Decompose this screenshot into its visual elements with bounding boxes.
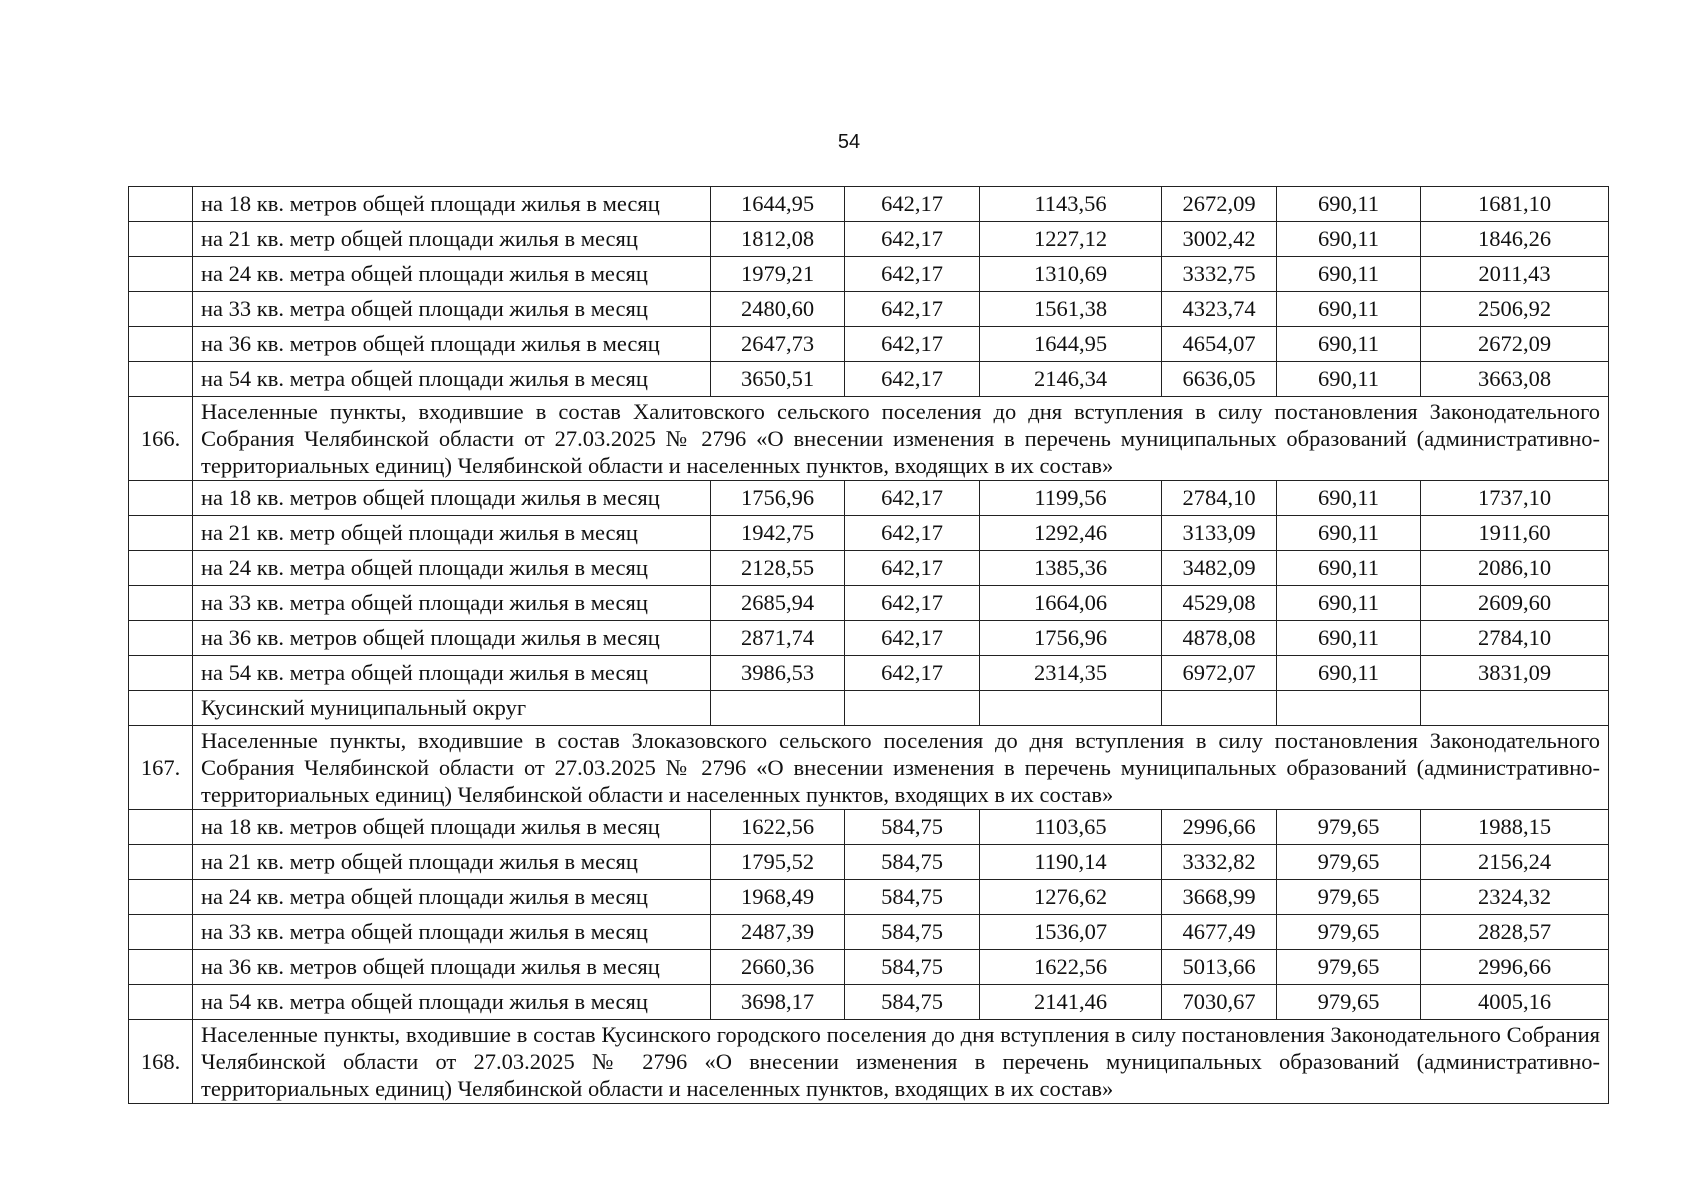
value-cell: 3986,53 [711, 656, 845, 691]
value-cell: 3650,51 [711, 362, 845, 397]
value-cell: 642,17 [845, 621, 980, 656]
value-cell: 1143,56 [980, 187, 1162, 222]
tariff-table [128, 186, 1609, 1104]
value-cell: 3332,82 [1162, 845, 1277, 880]
value-cell: 2784,10 [1162, 481, 1277, 516]
norm-label-cell: на 21 кв. метр общей площади жилья в месяц [193, 222, 711, 257]
row-number-cell [129, 222, 193, 257]
value-cell: 2672,09 [1421, 327, 1609, 362]
norm-label-cell: на 54 кв. метра общей площади жилья в месяц [193, 656, 711, 691]
settlement-caption-text: Населенные пункты, входившие в состав Кусинского городского поселения до дня вступления в силу постановления Законодательного Собрания Челябинской области от 27.03.2025 № 2796 «О внесении изменения в перечень муниципальных образований (административно-территориальных единиц) Челябинской области и населенных пунктов, входящих в их состав» [193, 1020, 1609, 1104]
value-cell: 1644,95 [980, 327, 1162, 362]
value-cell: 1681,10 [1421, 187, 1609, 222]
value-cell: 979,65 [1277, 985, 1421, 1020]
value-cell: 979,65 [1277, 845, 1421, 880]
norm-label-cell: на 24 кв. метра общей площади жилья в месяц [193, 551, 711, 586]
value-cell: 642,17 [845, 516, 980, 551]
empty-value-cell [1162, 691, 1277, 726]
empty-value-cell [1277, 691, 1421, 726]
value-cell: 642,17 [845, 586, 980, 621]
row-number-cell [129, 915, 193, 950]
table-row [129, 845, 1609, 880]
value-cell: 690,11 [1277, 327, 1421, 362]
value-cell: 1103,65 [980, 810, 1162, 845]
table-row [129, 880, 1609, 915]
table-row [129, 950, 1609, 985]
value-cell: 1979,21 [711, 257, 845, 292]
value-cell: 1227,12 [980, 222, 1162, 257]
value-cell: 2996,66 [1421, 950, 1609, 985]
value-cell: 2086,10 [1421, 551, 1609, 586]
page-number: 54 [837, 131, 861, 153]
row-number-cell [129, 481, 193, 516]
value-cell: 979,65 [1277, 950, 1421, 985]
value-cell: 642,17 [845, 187, 980, 222]
value-cell: 1190,14 [980, 845, 1162, 880]
value-cell: 690,11 [1277, 621, 1421, 656]
table-row [129, 516, 1609, 551]
value-cell: 642,17 [845, 292, 980, 327]
value-cell: 1622,56 [980, 950, 1162, 985]
table-row [129, 551, 1609, 586]
value-cell: 690,11 [1277, 481, 1421, 516]
settlement-caption-text: Населенные пункты, входившие в состав Халитовского сельского поселения до дня вступления в силу постановления Законодательного Собрания Челябинской области от 27.03.2025 № 2796 «О внесении изменения в перечень муниципальных образований (административно-территориальных единиц) Челябинской области и населенных пунктов, входящих в их состав» [193, 397, 1609, 481]
value-cell: 4677,49 [1162, 915, 1277, 950]
value-cell: 584,75 [845, 880, 980, 915]
table-row [129, 187, 1609, 222]
table-row [129, 222, 1609, 257]
settlement-caption-row [129, 726, 1609, 810]
value-cell: 2506,92 [1421, 292, 1609, 327]
value-cell: 3698,17 [711, 985, 845, 1020]
value-cell: 1310,69 [980, 257, 1162, 292]
value-cell: 4323,74 [1162, 292, 1277, 327]
table-row [129, 985, 1609, 1020]
value-cell: 979,65 [1277, 810, 1421, 845]
table-row [129, 915, 1609, 950]
table-row [129, 810, 1609, 845]
item-number: 166. [129, 397, 193, 481]
value-cell: 1664,06 [980, 586, 1162, 621]
row-number-cell [129, 586, 193, 621]
value-cell: 642,17 [845, 257, 980, 292]
value-cell: 2828,57 [1421, 915, 1609, 950]
district-heading-row [129, 691, 1609, 726]
value-cell: 584,75 [845, 985, 980, 1020]
norm-label-cell: на 18 кв. метров общей площади жилья в месяц [193, 187, 711, 222]
value-cell: 1622,56 [711, 810, 845, 845]
value-cell: 642,17 [845, 327, 980, 362]
table-row [129, 257, 1609, 292]
norm-label-cell: на 21 кв. метр общей площади жилья в месяц [193, 845, 711, 880]
value-cell: 1644,95 [711, 187, 845, 222]
value-cell: 4878,08 [1162, 621, 1277, 656]
value-cell: 2146,34 [980, 362, 1162, 397]
value-cell: 584,75 [845, 810, 980, 845]
row-number-cell [129, 621, 193, 656]
table-row [129, 292, 1609, 327]
norm-label-cell: на 33 кв. метра общей площади жилья в месяц [193, 292, 711, 327]
value-cell: 690,11 [1277, 586, 1421, 621]
item-number: 168. [129, 1020, 193, 1104]
value-cell: 642,17 [845, 656, 980, 691]
value-cell: 6972,07 [1162, 656, 1277, 691]
row-number-cell [129, 950, 193, 985]
value-cell: 5013,66 [1162, 950, 1277, 985]
value-cell: 1968,49 [711, 880, 845, 915]
value-cell: 642,17 [845, 551, 980, 586]
value-cell: 979,65 [1277, 915, 1421, 950]
value-cell: 1911,60 [1421, 516, 1609, 551]
table-row [129, 656, 1609, 691]
norm-label-cell: на 24 кв. метра общей площади жилья в месяц [193, 880, 711, 915]
row-number-cell [129, 656, 193, 691]
value-cell: 642,17 [845, 362, 980, 397]
value-cell: 979,65 [1277, 880, 1421, 915]
value-cell: 690,11 [1277, 292, 1421, 327]
row-number-cell [129, 810, 193, 845]
value-cell: 1199,56 [980, 481, 1162, 516]
value-cell: 2647,73 [711, 327, 845, 362]
value-cell: 2871,74 [711, 621, 845, 656]
row-number-cell [129, 845, 193, 880]
value-cell: 642,17 [845, 222, 980, 257]
value-cell: 3831,09 [1421, 656, 1609, 691]
value-cell: 3482,09 [1162, 551, 1277, 586]
value-cell: 584,75 [845, 845, 980, 880]
district-heading: Кусинский муниципальный округ [193, 691, 711, 726]
value-cell: 2314,35 [980, 656, 1162, 691]
row-number-cell [129, 985, 193, 1020]
row-number-cell [129, 187, 193, 222]
value-cell: 4654,07 [1162, 327, 1277, 362]
value-cell: 2685,94 [711, 586, 845, 621]
table-row [129, 586, 1609, 621]
value-cell: 584,75 [845, 950, 980, 985]
value-cell: 2011,43 [1421, 257, 1609, 292]
value-cell: 1795,52 [711, 845, 845, 880]
value-cell: 1988,15 [1421, 810, 1609, 845]
norm-label-cell: на 36 кв. метров общей площади жилья в месяц [193, 327, 711, 362]
value-cell: 2996,66 [1162, 810, 1277, 845]
value-cell: 3133,09 [1162, 516, 1277, 551]
value-cell: 2156,24 [1421, 845, 1609, 880]
row-number-cell [129, 880, 193, 915]
value-cell: 2480,60 [711, 292, 845, 327]
empty-value-cell [980, 691, 1162, 726]
value-cell: 2141,46 [980, 985, 1162, 1020]
row-number-cell [129, 257, 193, 292]
value-cell: 1812,08 [711, 222, 845, 257]
value-cell: 690,11 [1277, 187, 1421, 222]
value-cell: 3002,42 [1162, 222, 1277, 257]
row-number-cell [129, 516, 193, 551]
empty-value-cell [711, 691, 845, 726]
norm-label-cell: на 36 кв. метров общей площади жилья в месяц [193, 950, 711, 985]
value-cell: 690,11 [1277, 551, 1421, 586]
value-cell: 6636,05 [1162, 362, 1277, 397]
value-cell: 2487,39 [711, 915, 845, 950]
norm-label-cell: на 54 кв. метра общей площади жилья в месяц [193, 362, 711, 397]
row-number-cell [129, 691, 193, 726]
value-cell: 690,11 [1277, 362, 1421, 397]
settlement-caption-text: Населенные пункты, входившие в состав Злоказовского сельского поселения до дня вступления в силу постановления Законодательного Собрания Челябинской области от 27.03.2025 № 2796 «О внесении изменения в перечень муниципальных образований (административно-территориальных единиц) Челябинской области и населенных пунктов, входящих в их состав» [193, 726, 1609, 810]
item-number: 167. [129, 726, 193, 810]
empty-value-cell [1421, 691, 1609, 726]
tariff-table-body [129, 187, 1609, 1104]
value-cell: 2324,32 [1421, 880, 1609, 915]
norm-label-cell: на 18 кв. метров общей площади жилья в месяц [193, 481, 711, 516]
norm-label-cell: на 24 кв. метра общей площади жилья в месяц [193, 257, 711, 292]
norm-label-cell: на 21 кв. метр общей площади жилья в месяц [193, 516, 711, 551]
value-cell: 1846,26 [1421, 222, 1609, 257]
value-cell: 690,11 [1277, 516, 1421, 551]
row-number-cell [129, 362, 193, 397]
value-cell: 2609,60 [1421, 586, 1609, 621]
value-cell: 642,17 [845, 481, 980, 516]
value-cell: 2672,09 [1162, 187, 1277, 222]
norm-label-cell: на 33 кв. метра общей площади жилья в месяц [193, 586, 711, 621]
settlement-caption-row [129, 1020, 1609, 1104]
value-cell: 1756,96 [980, 621, 1162, 656]
value-cell: 3332,75 [1162, 257, 1277, 292]
value-cell: 1292,46 [980, 516, 1162, 551]
value-cell: 1385,36 [980, 551, 1162, 586]
value-cell: 690,11 [1277, 656, 1421, 691]
value-cell: 7030,67 [1162, 985, 1277, 1020]
value-cell: 4005,16 [1421, 985, 1609, 1020]
value-cell: 1756,96 [711, 481, 845, 516]
value-cell: 3663,08 [1421, 362, 1609, 397]
value-cell: 2128,55 [711, 551, 845, 586]
table-row [129, 621, 1609, 656]
value-cell: 1942,75 [711, 516, 845, 551]
empty-value-cell [845, 691, 980, 726]
settlement-caption-row [129, 397, 1609, 481]
table-row [129, 362, 1609, 397]
value-cell: 1276,62 [980, 880, 1162, 915]
value-cell: 2660,36 [711, 950, 845, 985]
value-cell: 1737,10 [1421, 481, 1609, 516]
row-number-cell [129, 551, 193, 586]
row-number-cell [129, 292, 193, 327]
table-row [129, 481, 1609, 516]
value-cell: 3668,99 [1162, 880, 1277, 915]
value-cell: 690,11 [1277, 257, 1421, 292]
norm-label-cell: на 33 кв. метра общей площади жилья в месяц [193, 915, 711, 950]
norm-label-cell: на 18 кв. метров общей площади жилья в месяц [193, 810, 711, 845]
value-cell: 2784,10 [1421, 621, 1609, 656]
value-cell: 690,11 [1277, 222, 1421, 257]
value-cell: 4529,08 [1162, 586, 1277, 621]
value-cell: 1536,07 [980, 915, 1162, 950]
norm-label-cell: на 36 кв. метров общей площади жилья в месяц [193, 621, 711, 656]
value-cell: 1561,38 [980, 292, 1162, 327]
norm-label-cell: на 54 кв. метра общей площади жилья в месяц [193, 985, 711, 1020]
value-cell: 584,75 [845, 915, 980, 950]
table-row [129, 327, 1609, 362]
row-number-cell [129, 327, 193, 362]
